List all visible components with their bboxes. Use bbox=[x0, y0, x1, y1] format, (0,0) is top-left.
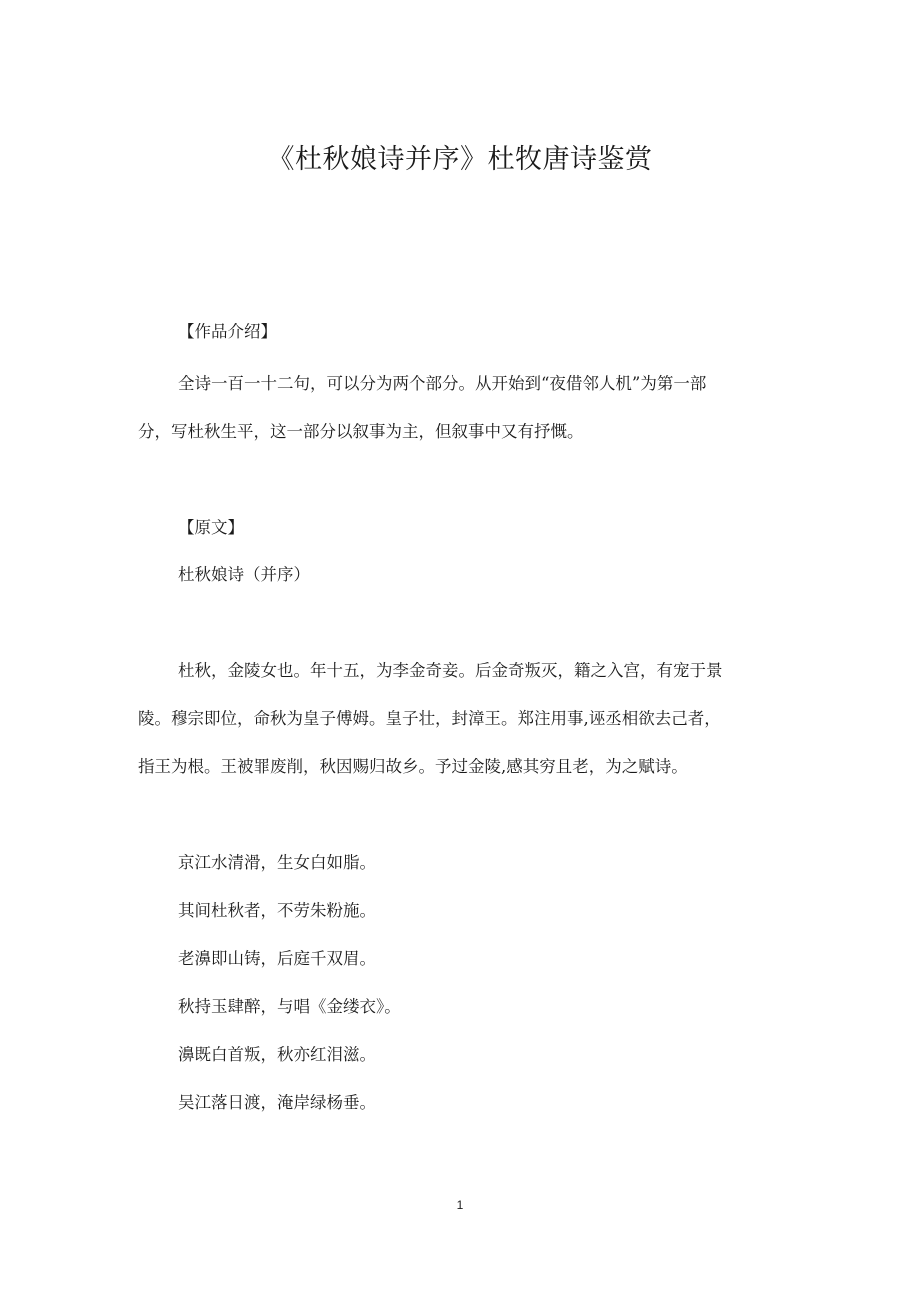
verse-line-1: 京江水清滑，生女白如脂。 bbox=[178, 853, 376, 872]
verse-line-2: 其间杜秋者，不劳朱粉施。 bbox=[178, 901, 376, 920]
preface-line-1: 杜秋，金陵女也。年十五，为李金奇妾。后金奇叛灭，籍之入宫，有宠于景 bbox=[178, 661, 723, 680]
verse-line-3: 老濞即山铸，后庭千双眉。 bbox=[178, 949, 376, 968]
intro-line-2: 分，写杜秋生平，这一部分以叙事为主，但叙事中又有抒慨。 bbox=[138, 422, 584, 441]
document-title: 《杜秋娘诗并序》杜牧唐诗鉴赏 bbox=[267, 144, 653, 175]
intro-line-1: 全诗一百一十二句，可以分为两个部分。从开始到“夜借邻人机”为第一部 bbox=[178, 374, 707, 393]
poem-title: 杜秋娘诗（并序） bbox=[178, 565, 310, 584]
intro-heading: 【作品介绍】 bbox=[178, 322, 277, 341]
verse-line-6: 吴江落日渡，淹岸绿杨垂。 bbox=[178, 1093, 376, 1112]
preface-line-2: 陵。穆宗即位，命秋为皇子傅姆。皇子壮，封漳王。郑注用事,诬丞相欲去己者， bbox=[138, 709, 721, 728]
verse-line-5: 濞既白首叛，秋亦红泪滋。 bbox=[178, 1045, 376, 1064]
original-heading: 【原文】 bbox=[178, 518, 244, 537]
verse-line-4: 秋持玉肆醉，与唱《金缕衣》。 bbox=[178, 997, 401, 1016]
page-number: 1 bbox=[456, 1198, 464, 1212]
preface-line-3: 指王为根。王被罪废削，秋因赐归故乡。予过金陵,感其穷且老，为之赋诗。 bbox=[138, 757, 688, 776]
